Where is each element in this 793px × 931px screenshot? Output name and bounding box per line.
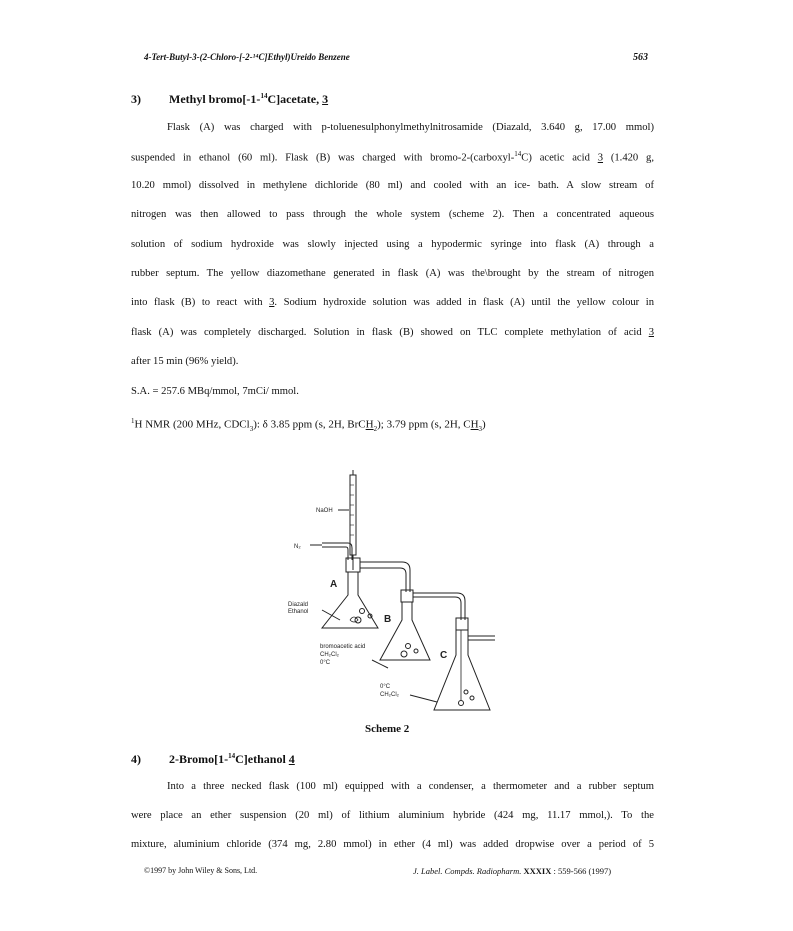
- flask-a-label: A: [330, 579, 338, 590]
- ch2cl2-arrow: [410, 695, 437, 702]
- paragraph-line: [131, 150, 654, 164]
- heading-text: C]ethanol: [235, 752, 289, 766]
- isotope-superscript: 14: [260, 92, 268, 100]
- section-3-heading: [131, 92, 328, 107]
- isotope-superscript: 14: [228, 752, 236, 760]
- paragraph-line: Into a three necked flask (100 ml) equipped with a condenser, a thermometer and a rubber septum: [167, 781, 654, 792]
- paragraph-line: mixture, aluminium chloride (374 mg, 2.80 mmol) in ether (4 ml) was added dropwise over a period of 5: [131, 839, 654, 850]
- text-run: C) acetic acid: [521, 152, 598, 164]
- scheme-2-diagram: [280, 470, 520, 720]
- flask-c-stopper: [456, 618, 468, 630]
- paragraph-line: were place an ether suspension (20 ml) of lithium aluminium hybride (424 mg, 11.17 mmol,). To the: [131, 810, 654, 821]
- journal-citation: [413, 866, 611, 876]
- paragraph-line: [131, 297, 654, 308]
- paragraph-line: Flask (A) was charged with p-toluenesulphonylmethylnitrosamide (Diazald, 3.640 g, 17.00 mmol): [167, 122, 654, 133]
- journal-name: J. Label. Compds. Radiopharm.: [413, 866, 524, 876]
- bromoacetic-acid-label: bromoacetic acid: [320, 644, 366, 650]
- temperature-label: 0°C: [380, 684, 391, 690]
- paragraph-line: 10.20 mmol) dissolved in methylene dichloride (80 ml) and cooled with an ice- bath. A slow stream of: [131, 180, 654, 191]
- heading-text: 2-Bromo[1-: [169, 752, 229, 766]
- text-run: flask (A) was completely discharged. Solution in flask (B) showed on TLC complete methylation of acid: [131, 327, 649, 338]
- ch2cl2-label: CH₂Cl₂: [320, 652, 339, 658]
- compound-ref: 3: [322, 92, 329, 106]
- text-run: ); 3.79 ppm (s, 2H, C: [377, 418, 471, 431]
- naoh-label: NaOH: [316, 508, 333, 514]
- journal-volume: XXXIX: [523, 866, 552, 876]
- text-run: (1.420 g,: [603, 152, 654, 164]
- text-run: H: [470, 418, 479, 431]
- ch2cl2-label: CH₂Cl₂: [380, 692, 399, 698]
- text-run: ): δ 3.85 ppm (s, 2H, BrC: [253, 418, 366, 431]
- paragraph-line: solution of sodium hydroxide was slowly injected using a hypodermic syringe into flask (A) through a: [131, 239, 654, 250]
- diazald-arrow: [322, 610, 340, 620]
- flask-c-label: C: [440, 650, 448, 661]
- flask-c: [434, 630, 490, 710]
- subscript: 2: [373, 424, 378, 433]
- n2-label: N₂: [294, 544, 301, 550]
- compound-ref: 4: [288, 752, 295, 766]
- paragraph-line: nitrogen was then allowed to pass through the whole system (scheme 2). Then a concentrated aqueous: [131, 209, 654, 220]
- flask-b-label: B: [384, 614, 392, 625]
- running-title: 4-Tert-Butyl-3-(2-Chloro-[-2-¹⁴C]Ethyl)Ureido Benzene: [144, 52, 350, 62]
- subscript: 3: [478, 424, 483, 433]
- tube-a-to-b: [360, 565, 406, 592]
- temperature-label: 0°C: [320, 660, 331, 666]
- scheme-caption: Scheme 2: [365, 723, 410, 735]
- paragraph-line: after 15 min (96% yield).: [131, 356, 239, 367]
- section-number: 3): [131, 92, 141, 106]
- text-run: H: [365, 418, 374, 431]
- tube-b-to-c: [413, 597, 461, 620]
- isotope-superscript: 14: [514, 150, 522, 158]
- flask-b-stopper: [401, 590, 413, 602]
- text-run: H NMR (200 MHz, CDCl: [134, 418, 250, 431]
- compound-ref: 3: [269, 297, 275, 308]
- exhaust-tube: [468, 636, 495, 640]
- paragraph-line: rubber septum. The yellow diazomethane generated in flask (A) was the\brought by the stream of nitrogen: [131, 268, 654, 279]
- paragraph-line: [131, 327, 654, 338]
- copyright-notice: ©1997 by John Wiley & Sons, Ltd.: [144, 866, 258, 875]
- heading-text: C]acetate,: [267, 92, 323, 106]
- text-run: ): [482, 418, 486, 431]
- text-run: . Sodium hydroxide solution was added in flask (A) until the yellow colour in: [274, 297, 654, 308]
- text-run: suspended in ethanol (60 ml). Flask (B) was charged with bromo-2-(carboxyl-: [131, 152, 515, 164]
- section-4-heading: [131, 752, 295, 767]
- isotope-superscript: 1: [131, 417, 135, 425]
- compound-ref: 3: [597, 152, 604, 164]
- page-number: 563: [633, 52, 648, 63]
- heading-text: Methyl bromo[-1-: [169, 92, 261, 106]
- text-run: into flask (B) to react with: [131, 297, 270, 308]
- subscript: 3: [249, 424, 254, 433]
- nmr-data: [131, 417, 486, 433]
- compound-ref: 3: [648, 327, 654, 338]
- journal-pages: : 559-566 (1997): [551, 866, 612, 876]
- bromo-arrow: [372, 660, 388, 668]
- ethanol-label: Ethanol: [288, 609, 309, 615]
- specific-activity: S.A. = 257.6 MBq/mmol, 7mCi/ mmol.: [131, 386, 299, 397]
- section-number: 4): [131, 752, 141, 766]
- diazald-label: Diazald: [288, 602, 309, 608]
